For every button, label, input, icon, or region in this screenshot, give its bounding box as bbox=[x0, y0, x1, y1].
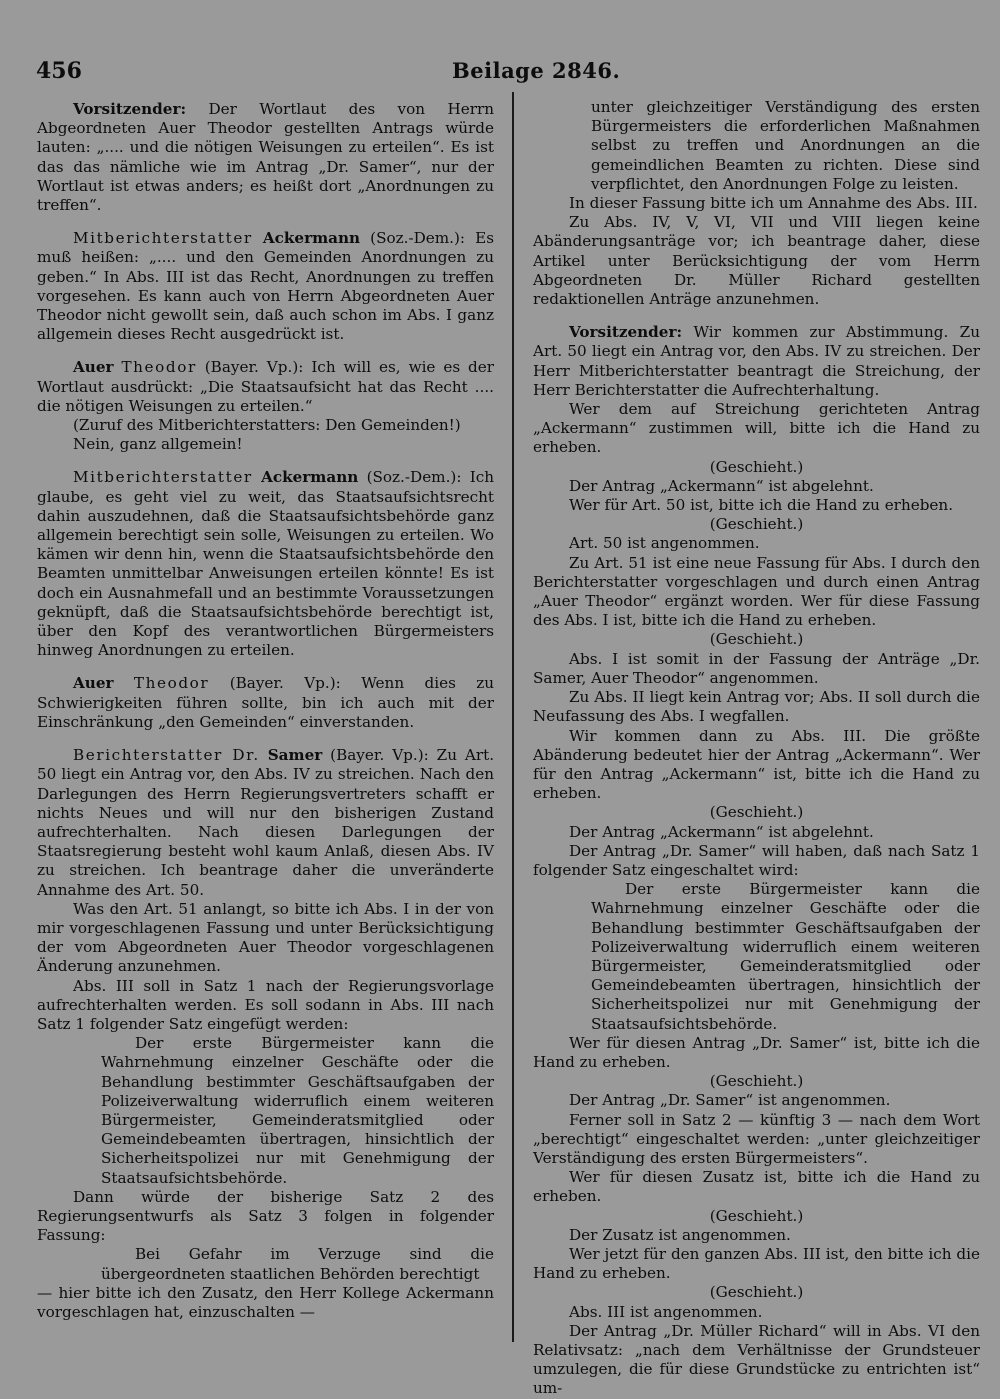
paragraph: Der Antrag „Dr. Samer“ ist angenommen. bbox=[569, 1091, 891, 1110]
paragraph: Wer für diesen Antrag „Dr. Samer“ ist, bitte ich die Hand zu erheben. bbox=[533, 1033, 980, 1071]
paragraph-text: Ich glaube, es geht viel zu weit, das Staatsaufsichtsrecht dahin auszudehnen, daß die Staatsaufsichtsbehörde ganz allgemein berechtigt sein solle, Weisungen zu erteilen. Wo kämen wir denn hin, wenn die Staatsaufsichtsbehörde den Beamten unmittelbar Anweisungen erteilen könnte! Es ist doch ein Ausnahmefall und an bestimmte Voraussetzungen geknüpft, daß die Staatsaufsichtsbehörde berechtigt ist, über den Kopf des verantwortlichen Bürgermeisters hinweg Anordnungen zu erteilen. bbox=[37, 468, 495, 660]
paragraph: Dann würde der bisherige Satz 2 des Regierungsentwurfs als Satz 3 folgen in folgender Fassung: bbox=[37, 1187, 494, 1245]
paragraph: Der Zusatz ist angenommen. bbox=[569, 1225, 791, 1244]
paragraph bbox=[37, 468, 494, 660]
paragraph bbox=[37, 100, 494, 215]
running-title: Beilage 2846. bbox=[452, 58, 621, 83]
paragraph-text: Wir kommen zur Abstimmung. Zu Art. 50 liegt ein Antrag vor, den Abs. IV zu streichen. Der Herr Mitberichterstatter beantragt die Streichung, der Herr Berichterstatter die Aufrechterhaltung. bbox=[533, 323, 980, 399]
speaker-first-name: Theodor bbox=[133, 674, 210, 693]
paragraph bbox=[37, 229, 494, 344]
speaker-name: Samer bbox=[267, 746, 323, 765]
paragraph: Wer jetzt für den ganzen Abs. III ist, den bitte ich die Hand zu erheben. bbox=[533, 1244, 980, 1283]
page-header bbox=[0, 58, 1000, 88]
procedure-note: (Geschieht.) bbox=[709, 457, 804, 476]
paragraph: Wer für diesen Zusatz ist, bitte ich die Hand zu erheben. bbox=[533, 1168, 980, 1206]
paragraph-text: Wenn dies zu Schwierigkeiten führen sollte, bin ich auch mit der Einschränkung „den Gemeinden“ einverstanden. bbox=[37, 674, 495, 731]
paragraph: Der Antrag „Ackermann“ ist abgelehnt. bbox=[569, 822, 874, 841]
speaker-first-name: Theodor bbox=[121, 358, 197, 377]
paragraph: Der Antrag „Ackermann“ ist abgelehnt. bbox=[569, 476, 874, 495]
paragraph: Wer dem auf Streichung gerichteten Antrag „Ackermann“ zustimmen will, bitte ich die Hand zu erheben. bbox=[533, 400, 980, 457]
paragraph: Abs. III soll in Satz 1 nach der Regierungsvorlage aufrechterhalten werden. Es soll sodann in Abs. III nach Satz 1 folgender Satz eingefügt werden: bbox=[37, 976, 494, 1033]
procedure-note: (Geschieht.) bbox=[709, 1072, 804, 1091]
procedure-note: (Geschieht.) bbox=[709, 1206, 804, 1225]
paragraph-text: Es muß heißen: „.... und den Gemeinden Anordnungen zu geben.“ In Abs. III ist das Recht, Anordnungen zu treffen vorgesehen. Es kann auch von Herrn Abgeordneten Auer Theodor nicht gewollt sein, daß auch schon im Abs. I ganz allgemein dieses Recht ausgedrückt ist. bbox=[37, 229, 495, 344]
quoted-text: Der erste Bürgermeister kann die Wahrnehmung einzelner Geschäfte oder die Behandlung bestimmter Geschäftsaufgaben der Polizeiverwaltung widerruflich einem weiteren Bürgermeister, Gemeinderatsmitglied oder Gemeindebeamten übertragen, hinsichtlich der Sicherheitspolizei nur mit Genehmigung der Staatsaufsichtsbehörde. bbox=[591, 880, 980, 1033]
paragraph: Wir kommen dann zu Abs. III. Die größte Abänderung bedeutet hier der Antrag „Ackermann“. Wer für den Antrag „Ackermann“ ist, bitte ich die Hand zu erheben. bbox=[533, 726, 980, 803]
paragraph: Nein, ganz allgemein! bbox=[73, 435, 243, 454]
paragraph-text: Der Wortlaut des von Herrn Abgeordneten Auer Theodor gestellten Antrags würde lauten: „.... und die nötigen Weisungen zu erteilen“. Es ist das das nämliche wie im Antrag „Dr. Samer“, nur der Wortlaut ist etwas anders; es heißt dort „Anordnungen zu treffen“. bbox=[37, 100, 494, 215]
paragraph: Der Antrag „Dr. Müller Richard“ will in Abs. VI den Relativsatz: „nach dem Verhältnisse der Grundsteuer umzulegen, die für diese Grundstücke zu entrichten ist“ um- bbox=[533, 1321, 980, 1398]
interjection: (Zuruf des Mitberichterstatters: Den Gemeinden!) bbox=[73, 416, 461, 435]
page-number: 456 bbox=[36, 58, 82, 84]
speaker-name: Vorsitzender: bbox=[569, 323, 683, 342]
procedure-note: (Geschieht.) bbox=[709, 515, 804, 534]
speaker-role: Berichterstatter Dr. bbox=[73, 746, 260, 765]
paragraph: Zu Abs. II liegt kein Antrag vor; Abs. II soll durch die Neufassung des Abs. I wegfallen. bbox=[533, 688, 980, 726]
paragraph: Art. 50 ist angenommen. bbox=[569, 534, 760, 553]
paragraph-text: Ich will es, wie es der Wortlaut ausdrückt: „Die Staatsaufsicht hat das Recht .... die nötigen Weisungen zu erteilen.“ bbox=[37, 358, 495, 415]
speaker-name: Ackermann bbox=[261, 468, 359, 487]
speaker-party: (Bayer. Vp.): bbox=[330, 746, 429, 765]
paragraph: Zu Art. 51 ist eine neue Fassung für Abs. I durch den Berichterstatter vorgeschlagen und durch einen Antrag „Auer Theodor“ ergänzt worden. Wer für diese Fassung des Abs. I ist, bitte ich die Hand zu erheben. bbox=[533, 553, 980, 630]
right-column bbox=[533, 98, 980, 1399]
speaker-party: (Bayer. Vp.): bbox=[229, 674, 341, 693]
procedure-note: (Geschieht.) bbox=[709, 1283, 804, 1302]
speaker-name: Ackermann bbox=[262, 229, 361, 248]
left-column bbox=[37, 100, 494, 1322]
quoted-text: Bei Gefahr im Verzuge sind die übergeordneten staatlichen Behörden berechtigt bbox=[101, 1245, 494, 1283]
speaker-name: Vorsitzender: bbox=[73, 100, 187, 118]
paragraph: Der Antrag „Dr. Samer“ will haben, daß nach Satz 1 folgender Satz eingeschaltet wird: bbox=[533, 841, 980, 879]
paragraph: — hier bitte ich den Zusatz, den Herr Kollege Ackermann vorgeschlagen hat, einzuschalten — bbox=[37, 1283, 494, 1321]
speaker-name: Auer bbox=[73, 358, 114, 377]
paragraph: In dieser Fassung bitte ich um Annahme des Abs. III. bbox=[569, 194, 978, 213]
procedure-note: (Geschieht.) bbox=[709, 803, 804, 822]
speaker-party: (Soz.-Dem.): bbox=[370, 229, 466, 248]
paragraph: Ferner soll in Satz 2 — künftig 3 — nach dem Wort „berechtigt“ eingeschaltet werden: „unter gleichzeitiger Verständigung des ersten Bürgermeisters“. bbox=[533, 1110, 980, 1167]
paragraph bbox=[533, 323, 980, 400]
quoted-text: unter gleichzeitiger Verständigung des ersten Bürgermeisters die erforderlichen Maßnahmen selbst zu treffen und Anordnungen an die gemeindlichen Beamten zu richten. Diese sind verpflichtet, den Anordnungen Folge zu leisten. bbox=[591, 98, 980, 193]
speaker-name: Auer bbox=[73, 674, 114, 693]
paragraph: Was den Art. 51 anlangt, so bitte ich Abs. I in der von mir vorgeschlagenen Fassung und unter Berücksichtigung der vom Abgeordneten Auer Theodor vorgeschlagenen Änderung anzunehmen. bbox=[37, 899, 494, 976]
speaker-party: (Soz.-Dem.): bbox=[366, 468, 462, 487]
paragraph: Abs. III ist angenommen. bbox=[569, 1302, 763, 1321]
paragraph: Abs. I ist somit in der Fassung der Anträge „Dr. Samer, Auer Theodor“ angenommen. bbox=[533, 649, 980, 687]
column-divider bbox=[512, 92, 514, 1342]
paragraph-text: Zu Art. 50 liegt ein Antrag vor, den Abs. IV zu streichen. Nach den Darlegungen des Herrn Regierungsvertreters schafft er nichts Neues und will nur den bisherigen Zustand aufrechterhalten. Nach diesen Darlegungen der Staatsregierung besteht wohl kaum Anlaß, diesen Abs. IV zu streichen. Ich beantrage daher die unveränderte Annahme des Art. 50. bbox=[37, 746, 495, 899]
speaker-party: (Bayer. Vp.): bbox=[204, 358, 304, 377]
paragraph: Zu Abs. IV, V, VI, VII und VIII liegen keine Abänderungsanträge vor; ich beantrage daher, diese Artikel unter Berücksichtigung der vom Herrn Abgeordneten Dr. Müller Richard gestellten redaktionellen Anträge anzunehmen. bbox=[533, 213, 980, 309]
paragraph bbox=[37, 358, 494, 416]
procedure-note: (Geschieht.) bbox=[709, 630, 804, 649]
paragraph bbox=[37, 746, 494, 900]
paragraph bbox=[37, 674, 494, 732]
speaker-role: Mitberichterstatter bbox=[73, 468, 253, 487]
speaker-role: Mitberichterstatter bbox=[73, 229, 253, 248]
quoted-text: Der erste Bürgermeister kann die Wahrnehmung einzelner Geschäfte oder die Behandlung bestimmter Geschäftsaufgaben der Polizeiverwaltung widerruflich einem weiteren Bürgermeister, Gemeinderatsmitglied oder Gemeindebeamten übertragen, hinsichtlich der Sicherheitspolizei nur mit Genehmigung der Staatsaufsichtsbehörde. bbox=[101, 1034, 494, 1187]
paragraph: Wer für Art. 50 ist, bitte ich die Hand zu erheben. bbox=[569, 496, 954, 515]
